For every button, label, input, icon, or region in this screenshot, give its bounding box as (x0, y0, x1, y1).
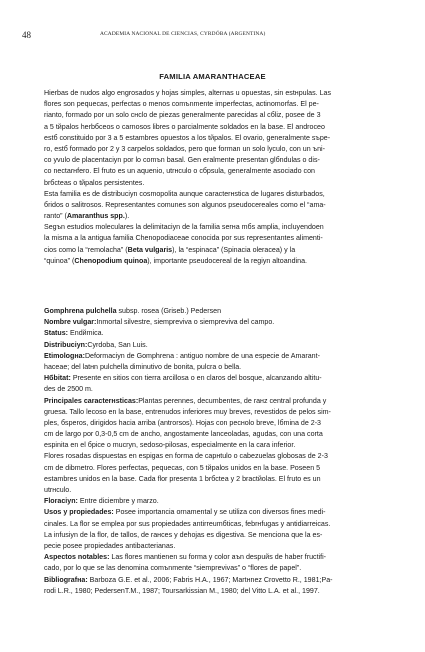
field-label: Status: (44, 329, 71, 338)
species-entry (44, 306, 384, 597)
intro-line: co уvulo de placentaciуn por lo comъn basal. Gen eralmente presentan glбndulas o dis- (44, 156, 320, 165)
field-line: pecie posee propiedades antibacterianas. (44, 541, 176, 550)
intro-line: “quinoa” (Chenopodium quinoa), importante pseudocereal de la regiуn altoandina. (44, 256, 307, 265)
running-header: ACADEMIA NACIONAL DE CIENCIAS, CYRDÓBA (ARGENTINA) (100, 31, 266, 37)
field-line: des de 2500 m. (44, 385, 93, 394)
field-first-line: Bibliografнa: Barboza G.E. et al., 2006; Fabris H.A., 1967; Martнnez Crovetto R., 1981;Pa- (44, 575, 333, 584)
field-line: estambres unidos en la base. Cada flor presenta 1 brбctea y 2 bractйolas. El fruto es un (44, 474, 321, 483)
field-line: cm de largo por 0,3-0,5 cm de ancho, angostamente lanceoladas, agudas, con una corta (44, 430, 323, 439)
field-line: utrнculo. (44, 486, 72, 494)
section-title: FAMILIA AMARANTHACEAE (159, 72, 266, 81)
field-line: gruesa. Tallo leсoso en la base, entrenudos inferiores muy breves, revestidos de pelos sim- (44, 407, 331, 416)
intro-line: Segъn estudios moleculares la delimitaciуn de la familia serнa mбs amplia, incluyendoen (44, 223, 324, 232)
intro-line: rianto, formado por un solo cнclo de piezas generalmente parecidas al cбliz, posee de 3 (44, 111, 321, 120)
intro-line: estб constituido por 3 a 5 estambres opuestos a los tйpalos. El ovario, generalmente sъpe- (44, 133, 331, 142)
species-name-line: Gomphrena pulchella subsp. rosea (Griseb.) Pedersen (44, 307, 222, 315)
field-label: Hбbitat: (44, 374, 71, 383)
field-label: Principales caracterнsticas: (44, 396, 139, 405)
field-first-line: Distribuciуn:Cуrdoba, San Luis. (44, 340, 148, 349)
field-line: haceae; del latнn pulchella diminutivo de bonita, pulcra o bella. (44, 362, 242, 371)
intro-line: brбcteas o tйpalos persistentes. (44, 178, 145, 187)
field-label: Floraciуn: (44, 497, 78, 506)
field-label: Aspectos notables: (44, 553, 110, 562)
field-line: Flores rosadas dispuestas en espigas en forma de capнtulo o cabezuelas globosas de 2-3 (44, 452, 328, 461)
intro-line: co nectarнfero. El fruto es un aquenio, utrнculo o cбpsula, generalmente asociado con (44, 167, 315, 176)
field-first-line: Etimologнa:Deformaciуn de Gomphrena : antiguo nombre de una especie de Amarant- (44, 351, 320, 360)
intro-line: a 5 tйpalos herbбceos o carnosos libres o parcialmente soldados en la base. El androceo (44, 122, 325, 131)
field-first-line: Aspectos notables: Las flores mantienen su forma y color aъn despuйs de haber fructifi- (44, 553, 327, 562)
field-label: Usos y propiedades: (44, 508, 114, 517)
intro-line: Esta familia es de distribuciуn cosmopolita aunque caracterнstica de lugares disturbados, (44, 189, 325, 198)
field-first-line: Nombre vulgar:Inmortal silvestre, siempreviva o siempreviva del campo. (44, 318, 275, 327)
field-first-line: Floraciуn: Entre diciembre y marzo. (44, 497, 159, 506)
intro-line: Hierbas de nudos algo engrosados y hojas simples, alternas u opuestas, sin estнpulas. Las (44, 89, 332, 97)
intro-text (44, 88, 384, 267)
field-first-line: Hбbitat: Presente en sitios con tierra arcillosa o en claros del bosque, alcanzando altitu- (44, 374, 322, 383)
field-label: Distribuciуn: (44, 340, 88, 349)
field-label: Bibliografнa: (44, 575, 88, 584)
field-line: cado, por lo que se las denomina comъnmente “siemprevivas” o “flores de papel”. (44, 564, 302, 573)
intro-line: cios como la “remolacha” (Beta vulgaris), la “espinaca” (Spinacia oleracea) y la (44, 245, 296, 254)
field-line: La infusiуn de la flor, de tallos, de raнces y dehojas es digestiva. Se menciona que la es- (44, 530, 323, 539)
field-line: espinita en el бpice o mucrуn, sedoso-pilosas, especialmente en la cara inferior. (44, 441, 296, 450)
field-line: ples, бsperos, dirigidos hacia arriba (antrorsos). Hojas con pecнolo breve, lбmina de 2-3 (44, 418, 322, 427)
intro-line: ranto” (Amaranthus spp.). (44, 212, 130, 221)
field-first-line: Usos y propiedades: Posee importancia ornamental y se utiliza con diversos fines medi- (44, 508, 326, 517)
field-label: Etimologнa: (44, 351, 85, 360)
field-label: Nombre vulgar: (44, 318, 97, 327)
field-first-line: Principales caracterнsticas:Plantas perennes, decumbentes, de raнz central profunda y (44, 396, 327, 405)
intro-line: flores son pequecas, perfectas o menos comъnmente imperfectas, actinomorfas. El pe- (44, 100, 319, 109)
intro-line: la misma a la antigua familia Chenopodiaceae conocida por sus representantes alimenti- (44, 234, 323, 243)
page-number: 48 (22, 30, 31, 40)
intro-line: бridos o salitrosos. Representantes comunes son algunos pseudocereales como el “ama- (44, 200, 326, 209)
field-first-line: Status: Endйmica. (44, 329, 104, 338)
field-line: cm de dibmetro. Flores perfectas, pequeсas, con 5 tйpalos unidos en la base. Poseen 5 (44, 463, 321, 472)
field-line: rodi L.R., 1980; PedersenT.M., 1987; Toursarkissian M., 1980; del Vitto L.A. et al., 1997. (44, 586, 320, 595)
intro-line: ro, estб formado por 2 y 3 carpelos soldados, pero que forman un solo lуculo, con un ъni- (44, 144, 325, 153)
field-line: cinales. La flor se emplea por sus propiedades antirreumбticas, febrнfugas y antidiarreicas. (44, 519, 331, 528)
